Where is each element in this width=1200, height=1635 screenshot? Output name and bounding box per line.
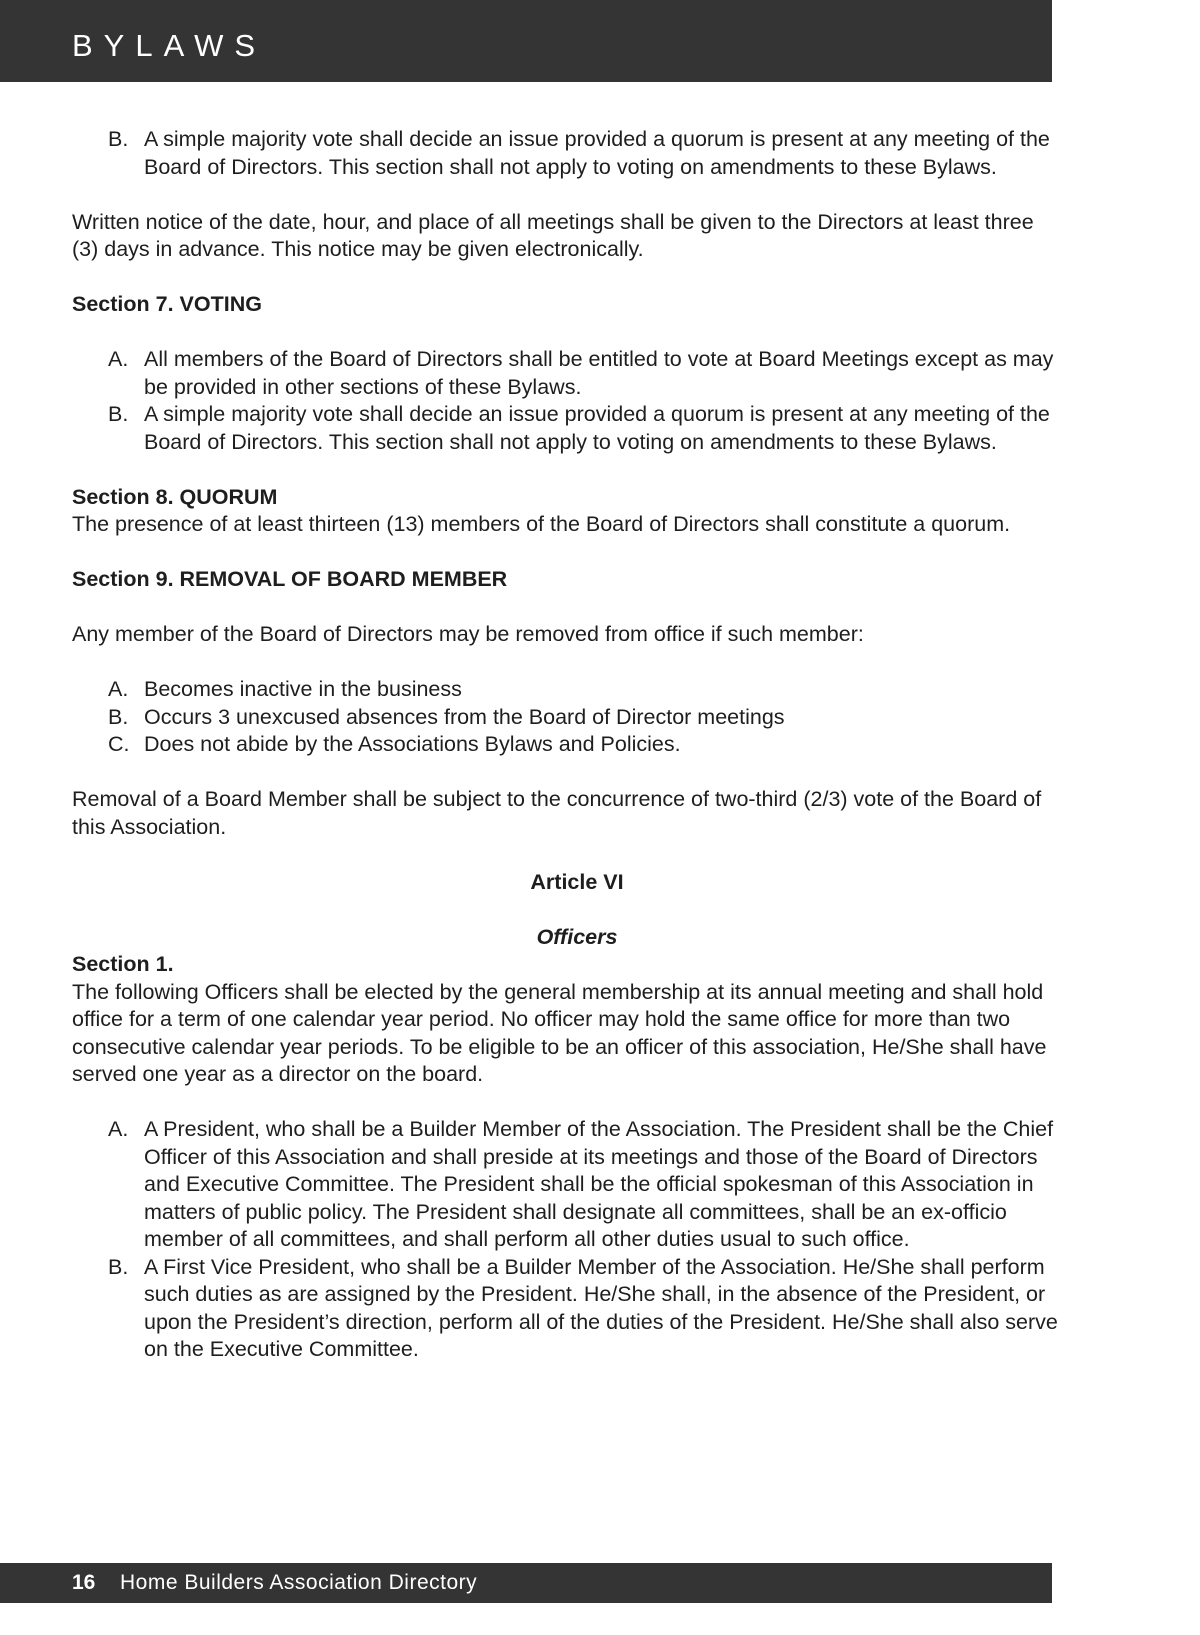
- article6-section1-heading: Section 1.: [72, 952, 174, 976]
- list-item-text: Occurs 3 unexcused absences from the Board of Director meetings: [144, 704, 785, 729]
- document-body: [72, 126, 1062, 1364]
- article-title: Article VI: [530, 869, 624, 894]
- list-item-text: Becomes inactive in the business: [144, 677, 462, 701]
- list-item: [72, 704, 1062, 732]
- article6-section1-text: The following Officers shall be elected by the general membership at its annual meeting and shall hold office for a term of one calendar year period. No officer may hold the same office for more than two consecutive calendar year periods. To be eligible to be an officer of this association, He/She shall have served one year as a director on the board.: [72, 979, 1047, 1086]
- list-item-text: A President, who shall be a Builder Member of the Association. The President shall be the Chief Officer of this Association and shall preside at its meetings and those of the Board of Directors and Executive Committee. The President shall be the official spokesman of this Association in matters of public policy. The President shall designate all committees, shall be an ex-officio member of all committees, and shall perform all other duties usual to such office.: [144, 1117, 1054, 1251]
- list-marker: B.: [108, 127, 129, 151]
- list-marker: A.: [108, 347, 129, 371]
- list-item: [72, 1254, 1062, 1364]
- section9-heading: Section 9. REMOVAL OF BOARD MEMBER: [72, 567, 508, 591]
- list-item-text: All members of the Board of Directors shall be entitled to vote at Board Meetings except as may be provided in other sections of these Bylaws.: [144, 347, 1054, 399]
- list-item: [72, 1116, 1062, 1254]
- notice-paragraph: Written notice of the date, hour, and place of all meetings shall be given to the Directors at least three (3) days in advance. This notice may be given electronically.: [72, 209, 1034, 261]
- publication-title: Home Builders Association Directory: [120, 1571, 478, 1594]
- article-subtitle: Officers: [536, 924, 618, 949]
- list-item-text: A simple majority vote shall decide an issue provided a quorum is present at any meeting of the Board of Directors. This section shall not apply to voting on amendments to these Bylaws.: [144, 127, 1050, 179]
- list-item: [72, 401, 1062, 456]
- section9-closing: Removal of a Board Member shall be subject to the concurrence of two-third (2/3) vote of the Board of this Association.: [72, 787, 1042, 839]
- list-item-text: A simple majority vote shall decide an issue provided a quorum is present at any meeting of the Board of Directors. This section shall not apply to voting on amendments to these Bylaws.: [144, 402, 1050, 454]
- section9-list: [72, 676, 1062, 759]
- page-header: [0, 0, 1052, 82]
- list-item-text: Does not abide by the Associations Bylaws and Policies.: [144, 732, 681, 756]
- page-number: 16: [72, 1571, 96, 1594]
- list-item: [72, 676, 1062, 704]
- intro-list: [72, 126, 1062, 181]
- header-title: BYLAWS: [72, 28, 267, 63]
- list-item: [72, 346, 1062, 401]
- list-item-text: A First Vice President, who shall be a Builder Member of the Association. He/She shall perform such duties as are assigned by the President. He/She shall, in the absence of the President, or upon the President’s direction, perform all of the duties of the President. He/She shall also serve on the Executive Committee.: [144, 1254, 1058, 1361]
- list-item: [72, 126, 1062, 181]
- page-footer: [0, 1563, 1052, 1603]
- list-item: [72, 731, 1062, 759]
- list-marker: A.: [108, 677, 129, 701]
- list-marker: A.: [108, 1117, 129, 1141]
- section7-list: [72, 346, 1062, 456]
- list-marker: B.: [108, 704, 129, 729]
- officers-list: [72, 1116, 1062, 1364]
- section9-intro: Any member of the Board of Directors may be removed from office if such member:: [72, 622, 864, 646]
- section8-heading: Section 8. QUORUM: [72, 484, 278, 509]
- list-marker: B.: [108, 1254, 129, 1279]
- list-marker: B.: [108, 402, 129, 426]
- section7-heading: Section 7. VOTING: [72, 292, 262, 316]
- section8-text: The presence of at least thirteen (13) members of the Board of Directors shall constitute a quorum.: [72, 512, 1011, 536]
- list-marker: C.: [108, 732, 130, 756]
